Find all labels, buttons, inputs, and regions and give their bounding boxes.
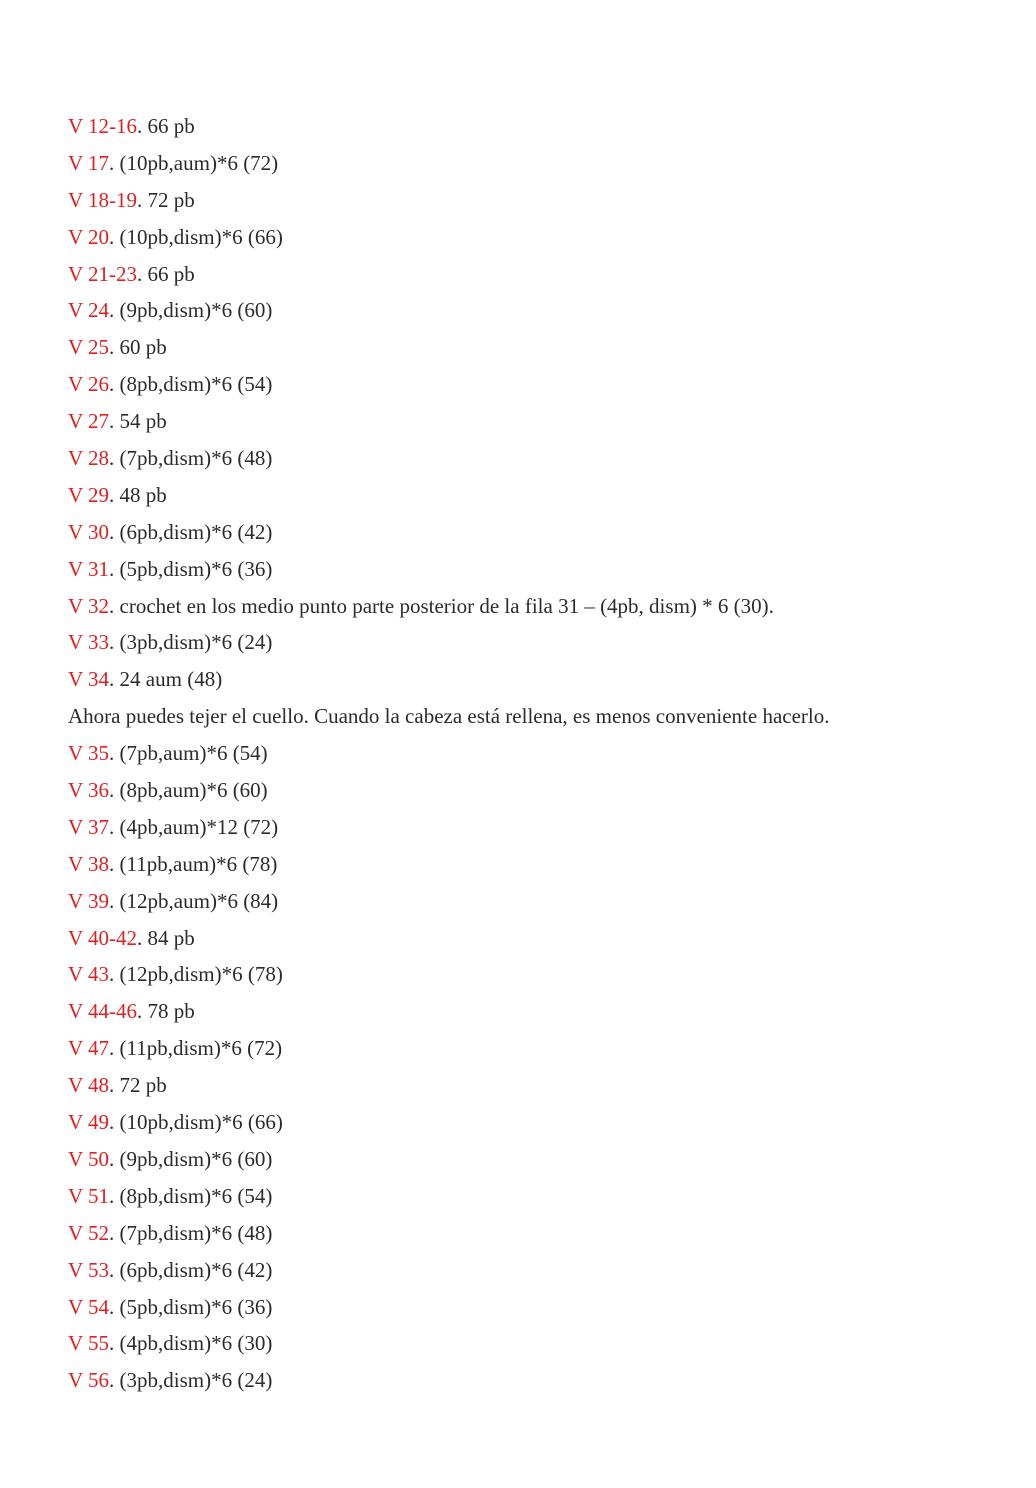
round-line [68, 145, 1008, 182]
round-line [68, 956, 1008, 993]
round-line [68, 551, 1008, 588]
round-instruction: . (6pb,dism)*6 (42) [109, 519, 273, 544]
round-instruction: . (7pb,dism)*6 (48) [109, 446, 273, 471]
round-label: V 51 [68, 1183, 110, 1208]
round-instruction: . (10pb,dism)*6 (66) [109, 1110, 283, 1135]
round-instruction: . (12pb,dism)*6 (78) [109, 962, 283, 987]
round-label: V 20 [68, 224, 110, 249]
round-instruction: . (9pb,dism)*6 (60) [109, 1146, 273, 1171]
round-label: V 29 [68, 482, 110, 507]
note-text: Ahora puedes tejer el cuello. Cuando la cabeza está rellena, es menos conveniente hacerlo. [68, 704, 830, 729]
round-line [68, 403, 1008, 440]
round-line [68, 920, 1008, 957]
round-label: V 27 [68, 409, 110, 434]
round-label: V 24 [68, 298, 110, 323]
round-instruction: . (11pb,aum)*6 (78) [109, 851, 278, 876]
round-label: V 26 [68, 372, 110, 397]
round-line [68, 883, 1008, 920]
round-instruction: . 78 pb [137, 999, 195, 1024]
round-line [68, 809, 1008, 846]
round-line [68, 256, 1008, 293]
round-label: V 33 [68, 630, 110, 655]
round-line [68, 661, 1008, 698]
round-line [68, 1030, 1008, 1067]
round-label: V 49 [68, 1110, 110, 1135]
round-label: V 44-46 [68, 999, 138, 1024]
round-label: V 40-42 [68, 925, 138, 950]
round-label: V 37 [68, 814, 110, 839]
round-line [68, 1067, 1008, 1104]
round-line [68, 108, 1008, 145]
round-instruction: . (12pb,aum)*6 (84) [109, 888, 279, 913]
round-instruction: . (11pb,dism)*6 (72) [109, 1036, 283, 1061]
round-label: V 39 [68, 888, 110, 913]
round-label: V 56 [68, 1368, 110, 1393]
round-instruction: . (4pb,aum)*12 (72) [109, 814, 279, 839]
round-label: V 53 [68, 1257, 110, 1282]
round-line [68, 1215, 1008, 1252]
round-line [68, 772, 1008, 809]
round-label: V 28 [68, 446, 110, 471]
round-instruction: . (8pb,dism)*6 (54) [109, 372, 273, 397]
round-instruction: . 66 pb [137, 114, 195, 138]
round-line [68, 1178, 1008, 1215]
round-line [68, 219, 1008, 256]
round-instruction: . (3pb,dism)*6 (24) [109, 1368, 273, 1393]
round-line [68, 624, 1008, 661]
round-label: V 30 [68, 519, 110, 544]
round-instruction: . crochet en los medio punto parte posterior de la fila 31 – (4pb, dism) * 6 (30). [109, 593, 774, 618]
round-label: V 12-16 [68, 114, 138, 138]
round-label: V 31 [68, 556, 110, 581]
round-line [68, 477, 1008, 514]
round-instruction: . 72 pb [109, 1073, 167, 1098]
round-label: V 54 [68, 1294, 110, 1319]
round-line [68, 1141, 1008, 1178]
round-instruction: . (5pb,dism)*6 (36) [109, 1294, 273, 1319]
round-line [68, 366, 1008, 403]
round-line [68, 514, 1008, 551]
round-instruction: . (7pb,aum)*6 (54) [109, 741, 268, 766]
round-line [68, 329, 1008, 366]
round-line [68, 1289, 1008, 1326]
round-label: V 36 [68, 778, 110, 803]
round-label: V 50 [68, 1146, 110, 1171]
round-instruction: . 24 aum (48) [109, 667, 223, 692]
round-line [68, 440, 1008, 477]
round-label: V 35 [68, 741, 110, 766]
round-line [68, 1252, 1008, 1289]
round-label: V 18-19 [68, 187, 138, 212]
round-label: V 17 [68, 150, 110, 175]
pattern-rounds-list [68, 108, 1008, 1399]
round-line [68, 1104, 1008, 1141]
round-instruction: . (8pb,dism)*6 (54) [109, 1183, 273, 1208]
round-line [68, 182, 1008, 219]
round-label: V 32 [68, 593, 110, 618]
round-instruction: . (7pb,dism)*6 (48) [109, 1220, 273, 1245]
round-instruction: . 84 pb [137, 925, 195, 950]
round-instruction: . (8pb,aum)*6 (60) [109, 778, 268, 803]
round-line [68, 1325, 1008, 1362]
round-line [68, 588, 1008, 625]
round-label: V 52 [68, 1220, 110, 1245]
round-label: V 34 [68, 667, 110, 692]
round-instruction: . (4pb,dism)*6 (30) [109, 1331, 273, 1356]
note-line [68, 698, 1008, 735]
round-label: V 38 [68, 851, 110, 876]
round-line [68, 292, 1008, 329]
round-line [68, 1362, 1008, 1399]
round-instruction: . 72 pb [137, 187, 195, 212]
round-instruction: . (5pb,dism)*6 (36) [109, 556, 273, 581]
round-instruction: . (10pb,aum)*6 (72) [109, 150, 279, 175]
round-label: V 43 [68, 962, 110, 987]
round-label: V 48 [68, 1073, 110, 1098]
round-line [68, 846, 1008, 883]
round-instruction: . 48 pb [109, 482, 167, 507]
round-instruction: . (3pb,dism)*6 (24) [109, 630, 273, 655]
round-instruction: . (10pb,dism)*6 (66) [109, 224, 283, 249]
round-label: V 55 [68, 1331, 110, 1356]
round-label: V 25 [68, 335, 110, 360]
round-instruction: . 54 pb [109, 409, 167, 434]
round-instruction: . (6pb,dism)*6 (42) [109, 1257, 273, 1282]
round-instruction: . 60 pb [109, 335, 167, 360]
round-instruction: . (9pb,dism)*6 (60) [109, 298, 273, 323]
round-label: V 21-23 [68, 261, 138, 286]
round-line [68, 735, 1008, 772]
round-line [68, 993, 1008, 1030]
round-label: V 47 [68, 1036, 110, 1061]
round-instruction: . 66 pb [137, 261, 195, 286]
